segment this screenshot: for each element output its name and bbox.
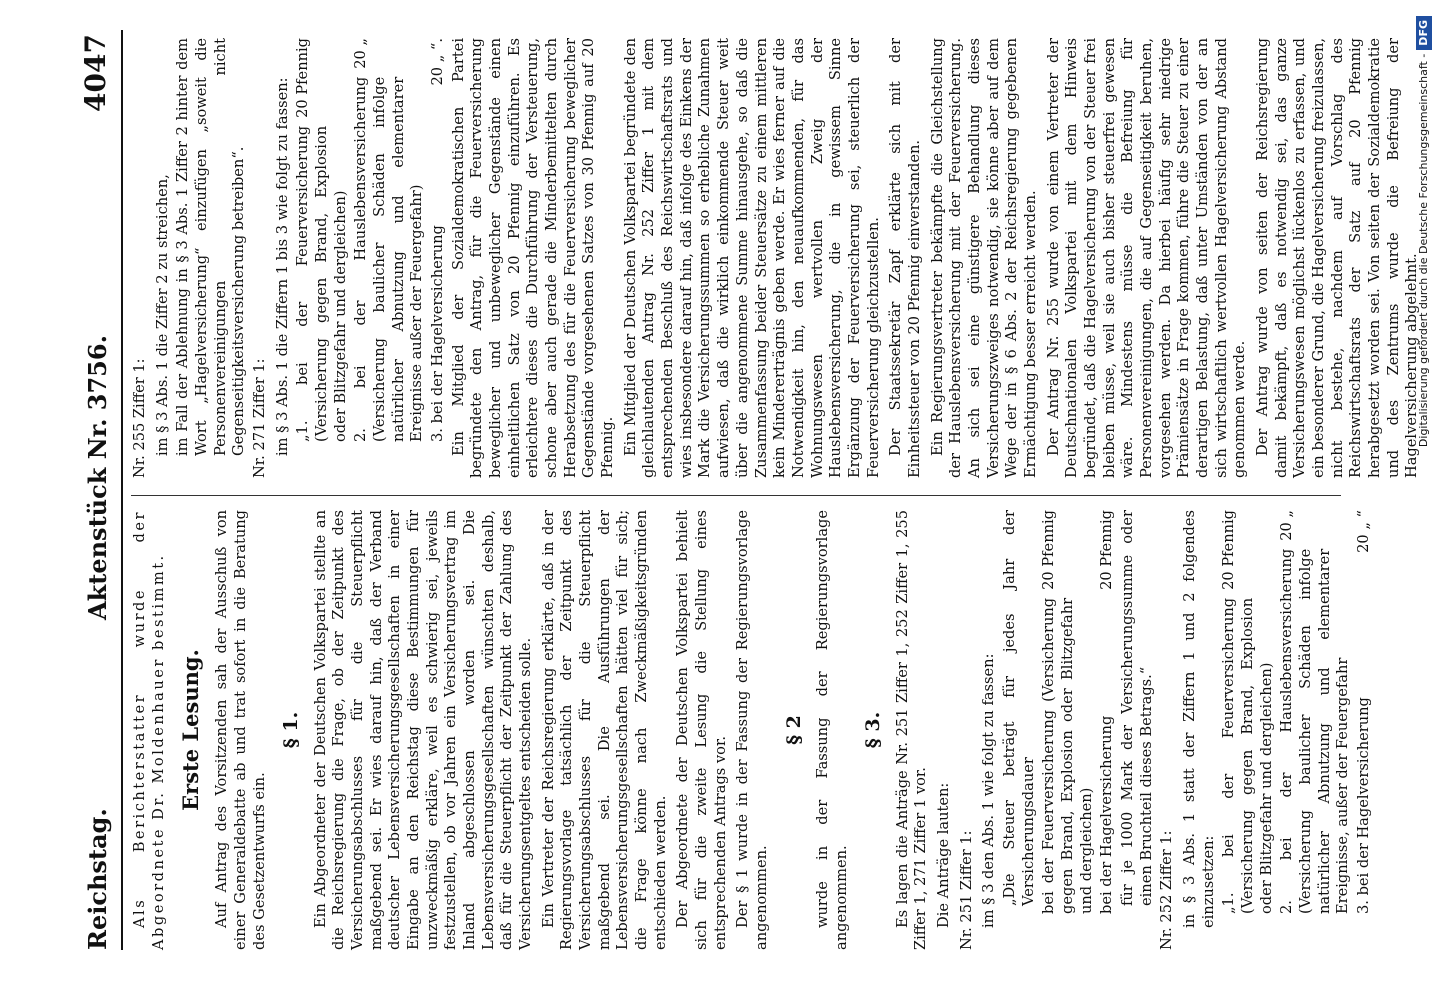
rate-value: 20 Pfennig — [1220, 510, 1238, 590]
rate-label: bei der Hagelversicherung — [1098, 715, 1116, 914]
rate-row — [1040, 510, 1096, 914]
section-heading: § 3. — [862, 711, 885, 749]
right-column — [131, 38, 1421, 478]
rate-value: 20 „ — [352, 38, 370, 69]
paragraph: Der Antrag Nr. 255 wurde von einem Vertreter der Deutschnationalen Volkspartei mit dem Hinweis begründet, daß die Hagelversicherung von der Steuer frei bleiben müsse, weil sie auch bisher steuerfrei gewesen wäre. Mindestens müsse die Befreiung für Personenvereinigungen, die auf Gegenseitigkeit beruhen, vorgesehen werden. Da hierbei häufig sehr niedrige Prämiensätze in Frage kommen, führe die Steuer zu einer derartigen Belastung, daß unter Umständen von der an sich wirtschaftlich wertvollen Hagelversicherung Abstand genommen werde. — [1044, 38, 1249, 478]
rate-value: 20 Pfennig — [1098, 510, 1116, 590]
dfg-logo: DFG — [1416, 16, 1432, 50]
rate-label: 2. bei der Hauslebensversicherung (Versicherung baulicher Schäden infolge natürlicher Abnutzung und elementarer Ereignisse, außer der Feuergefahr — [1278, 548, 1352, 914]
paragraph: Es lagen die Anträge Nr. 251 Ziffer 1, 252 Ziffer 1, 255 Ziffer 1, 271 Ziffer 1 vor. — [893, 510, 930, 950]
paragraph: Ein Mitglied der Deutschen Volkspartei begründete den gleichlautenden Antrag Nr. 252 Ziffer 1 mit dem entsprechenden Beschluß des Reichswirtschaftsrats und wies insbesondere darauf hin, daß infolge des Einkens der Mark die Versicherungssummen so erhebliche Zunahmen aufwiesen, daß die wirklich einkommende Steuer weit über die angenommene Summe hinausgehe, so daß die Zusammenfassung beider Steuersätze zu einem mittleren kein Mindererträgnis geben werde. Er wies ferner auf die Notwendigkeit hin, den neuaufkommenden, für das Wohnungswesen wertvollen Zweig der Hauslebensversicherung, die in gewissem Sinne Ergänzung der Feuerversicherung sei, steuerlich der Feuerversicherung gleichzustellen. — [621, 38, 882, 478]
paragraph: Der § 1 wurde in der Fassung der Regierungsvorlage angenommen. — [734, 510, 770, 950]
motion-quote: „Die Steuer beträgt für jedes Jahr der Versicherungsdauer — [1001, 510, 1037, 906]
header-document-number: Aktenstück Nr. 3756. — [83, 335, 112, 620]
motion-instruction: im § 3 den Abs. 1 wie folgt zu fassen: — [980, 653, 998, 928]
paragraph: Auf Antrag des Vorsitzenden sah der Ausschuß von einer Generaldebatte ab und trat sofort in die Beratung des Gesetzentwurfs ein. — [213, 510, 268, 950]
rate-label: 2. bei der Hauslebensversicherung (Versicherung baulicher Schäden infolge natürlicher Abnutzung und elementarer Ereignisse außer der Feuergefahr) — [352, 76, 426, 442]
paragraph: wurde in der Fassung der Regierungsvorlage angenommen. — [813, 510, 850, 950]
credit-text: Digitalisierung gefördert durch die Deutsche Forschungsgemeinschaft - — [1417, 53, 1430, 448]
paragraph: Ein Regierungsvertreter bekämpfte die Gleichstellung der Hauslebensversicherung mit der Feuerversicherung. An sich sei eine günstigere Behandlung dieses Versicherungszweiges notwendig, sie könne aber auf dem Wege der in § 6 Abs. 2 der Reichsregierung gegebenen Ermächtigung besser erreicht werden. — [928, 38, 1039, 478]
page-header — [77, 30, 123, 950]
rate-value: 20 „ “ — [1355, 510, 1373, 553]
rate-value: 20 „ — [1278, 510, 1296, 541]
rate-row — [429, 38, 448, 442]
page-number: 4047 — [79, 34, 112, 112]
motion-label: Nr. 271 Ziffer 1: — [251, 358, 269, 478]
section-heading: § 2 — [782, 715, 805, 745]
rate-value: 20 Pfennig — [1040, 510, 1058, 590]
motion-label: Nr. 255 Ziffer 1: — [131, 358, 148, 478]
rate-label: 3. bei der Hagelversicherung — [1355, 697, 1373, 914]
motion-label: Nr. 251 Ziffer 1: — [957, 830, 975, 950]
motion-label: Nr. 252 Ziffer 1: — [1158, 830, 1176, 950]
rate-label: „1. bei der Feuerversicherung (Versicherung gegen Brand, Explosion oder Blitzgefahr und dergleichen) — [1220, 597, 1275, 914]
rate-row — [294, 38, 350, 442]
section-heading: Erste Lesung. — [178, 649, 204, 811]
motion-instruction: im § 3 Abs. 1 die Ziffer 2 zu streichen, — [153, 174, 171, 456]
paragraph: Der Staatssekretär Zapf erklärte sich mit der Einheitssteuer von 20 Pfennig einverstanden. — [887, 38, 923, 478]
motion-instruction: in § 3 Abs. 1 statt der Ziffern 1 und 2 folgendes einzusetzen: — [1181, 510, 1217, 928]
header-left: Reichstag. — [83, 808, 112, 950]
motion-instruction: im Fall der Ablehnung in § 3 Abs. 1 Ziffer 2 hinter dem Wort „Hagelversicherung“ einzufügen „soweit die Personenvereinigungen nicht Gegenseitigkeitsversicherung betreiben“. — [174, 38, 248, 456]
credit-label — [1414, 10, 1434, 990]
paragraph: Ein Abgeordneter der Deutschen Volkspartei stellte an die Reichsregierung die Frage, ob der Zeitpunkt des Versicherungsabschlusses für die Steuerpflicht maßgebend sei. Er wies darauf hin, daß der Verband deutscher Lebensversicherungsgesellschaften in einer Eingabe an den Reichstag diese Bestimmungen für unzweckmäßig erkläre, weil es schwierig sei, jeweils festzustellen, ob vor Jahren ein Versicherungsvertrag im Inland abgeschlossen worden sei. Die Lebensversicherungsgesellschaften wünschten deshalb, daß für die Steuerpflicht der Zeitpunkt der Zahlung des Versicherungsentgeltes entscheiden solle. — [311, 510, 534, 950]
rate-row — [352, 38, 427, 442]
rate-value: 20 Pfennig — [294, 38, 312, 118]
rate-label: 3. bei der Hagelversicherung — [429, 225, 447, 442]
rate-row — [1220, 510, 1276, 914]
paragraph: Ein Vertreter der Reichsregierung erklärte, daß in der Regierungsvorlage tatsächlich der Zeitpunkt des Versicherungsabschlusses für die Steuerpflicht maßgebend sei. Die Ausführungen der Lebensversicherungsgesellschaften hätten viel für sich; die Frage könne nach Zweckmäßigkeitsgründen entschieden werden. — [539, 510, 669, 950]
left-column — [131, 510, 1371, 950]
paragraph: Als Berichterstatter wurde der Abgeordnete Dr. Moldenhauer bestimmt. — [131, 510, 167, 950]
digitization-credit — [1414, 10, 1434, 990]
rate-value: 20 „ “. — [429, 38, 447, 86]
rate-row — [1098, 510, 1117, 914]
rate-row — [1355, 510, 1374, 914]
document-page — [35, 0, 1421, 980]
rate-label: bei der Feuerversicherung (Versicherung gegen Brand, Explosion oder Blitzgefahr und dergleichen) — [1040, 597, 1095, 914]
motion-text: für je 1000 Mark der Versicherungssumme oder einen Bruchteil dieses Betrags.“ — [1119, 510, 1155, 906]
rate-row — [1278, 510, 1353, 914]
paragraph: Ein Mitglied der Sozialdemokratischen Partei begründete den Antrag, für die Feuerversicherung beweglicher und unbeweglicher Gegenstände einen einheitlichen Satz von 20 Pfennig einzuführen. Es erleichtere dieses die Durchführung der Versteuerung, schone aber auch gerade die Minderbemittelten durch Herabsetzung des für die Feuerversicherung beweglicher Gegenstände vorgesehenen Satzes von 30 Pfennig auf 20 Pfennig. — [449, 38, 617, 478]
column-divider — [131, 495, 1341, 496]
motion-instruction: im § 3 Abs. 1 die Ziffern 1 bis 3 wie folgt zu fassen: — [273, 77, 291, 456]
section-heading: § 1. — [280, 711, 303, 749]
paragraph: Der Antrag wurde von seiten der Reichsregierung damit bekämpft, daß es notwendig sei, das ganze Versicherungswesen möglichst lückenlos zu erfassen, und ein besonderer Grund, die Hagelversicherung freizulassen, nicht bestehe, nachdem auf Vorschlag des Reichswirtschaftsrats der Satz auf 20 Pfennig herabgesetzt worden sei. Von seiten der Sozialdemokratie und des Zentrums wurde die Befreiung der Hagelversicherung abgelehnt. — [1253, 38, 1421, 478]
rate-label: „1. bei der Feuerversicherung (Versicherung gegen Brand, Explosion oder Blitzgefahr und dergleichen) — [294, 125, 349, 442]
paragraph: Die Anträge lauten: — [934, 782, 952, 928]
paragraph: Der Abgeordnete der Deutschen Volkspartei behielt sich für die zweite Lesung die Stellung eines entsprechenden Antrags vor. — [674, 510, 729, 950]
